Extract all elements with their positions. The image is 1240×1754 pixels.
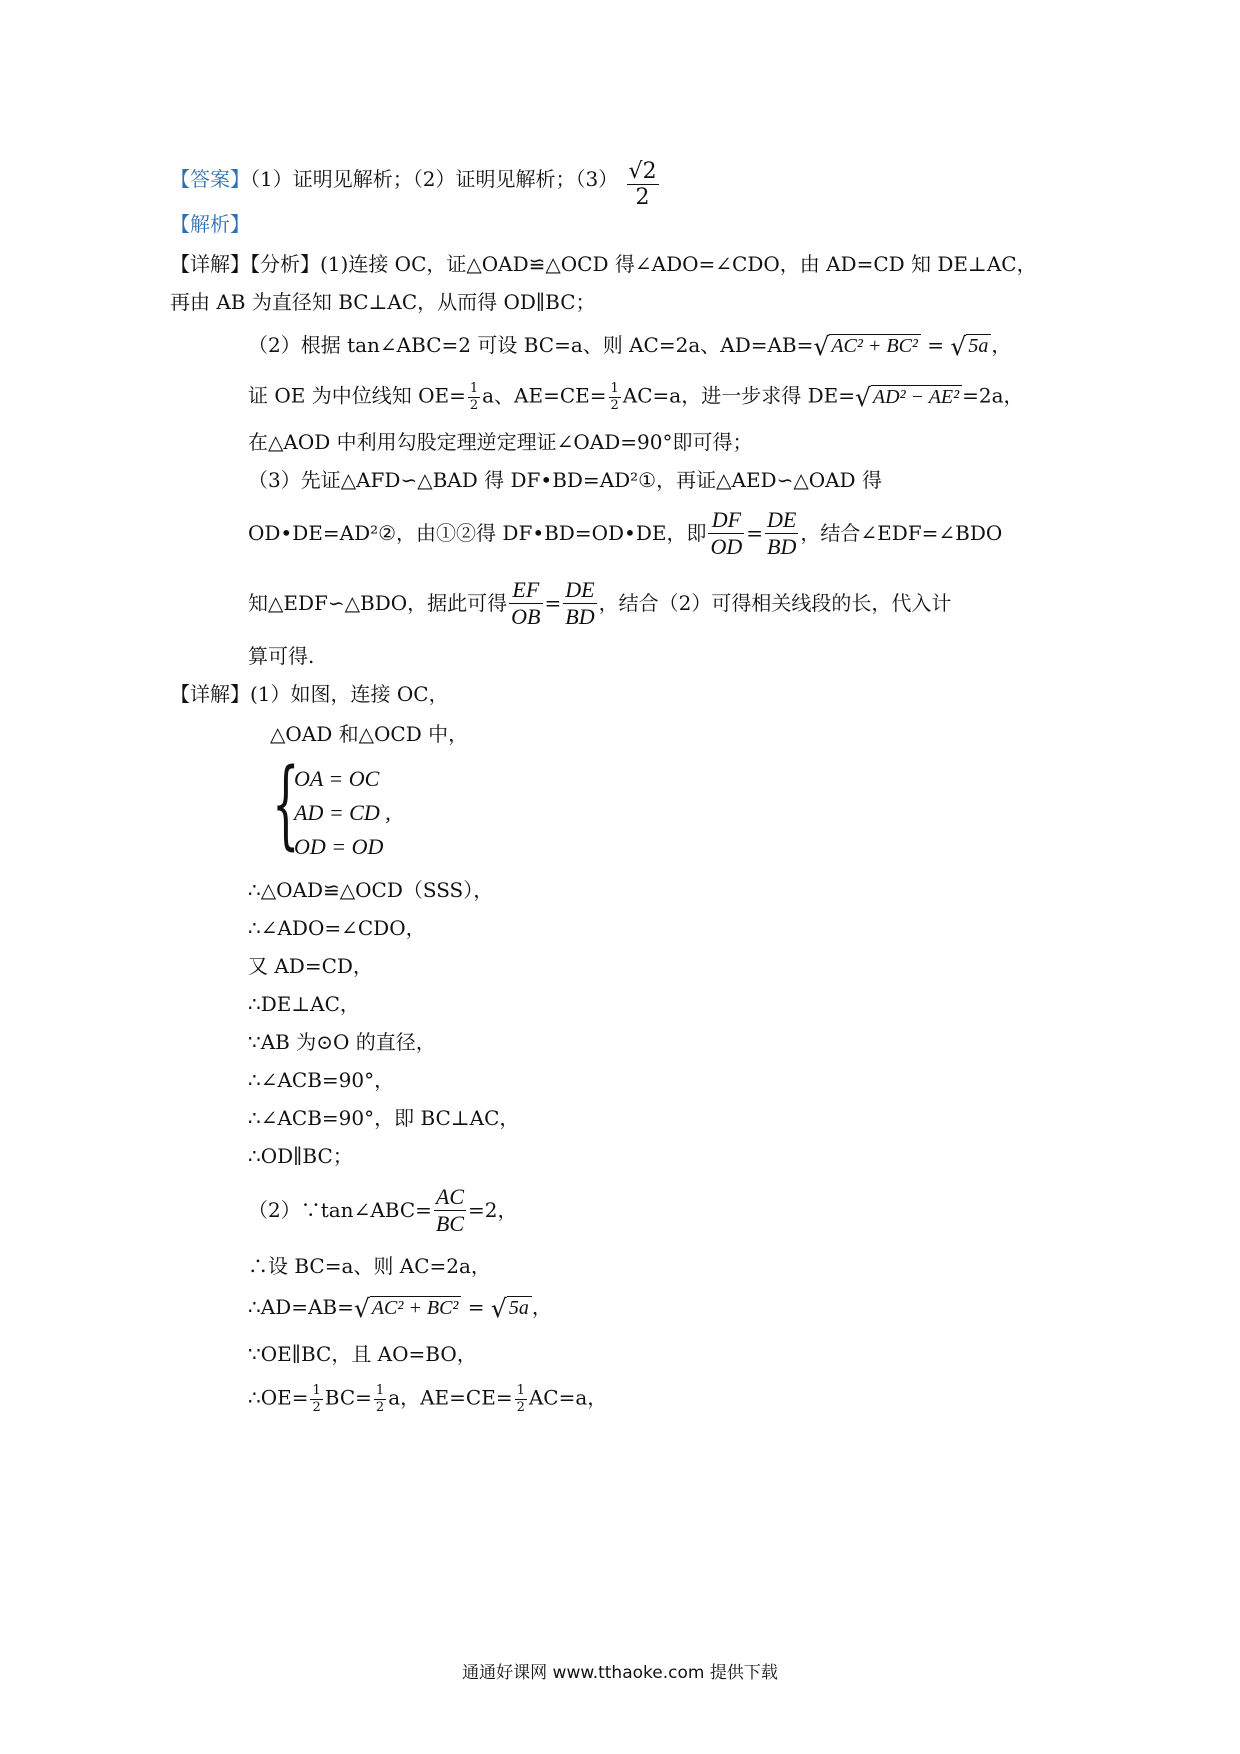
- analysis-line-5: 在△AOD 中利用勾股定理逆定理证∠OAD=90°即可得；: [248, 430, 753, 454]
- frac-ef: EF: [509, 578, 542, 603]
- fraction-ef-ob: [509, 578, 542, 627]
- analysis-line-8-text-a: 知△EDF∽△BDO，据此可得: [248, 591, 508, 615]
- sqrt-expression-3: √ AD² − AE²: [855, 385, 962, 410]
- sqrt-expression-2: √ 5a: [950, 334, 991, 359]
- detail-line-13: [248, 1296, 552, 1321]
- frac-de-2: DE: [565, 577, 595, 603]
- analysis-line-3: [248, 334, 1011, 359]
- frac-bc: BC: [435, 1210, 465, 1236]
- answer-frac-num: √2: [628, 159, 657, 184]
- detail-line-10: ∴OD∥BC；: [248, 1144, 353, 1168]
- detail-line-15: [248, 1384, 607, 1414]
- detail-line-5: 又 AD=CD，: [248, 954, 373, 978]
- system-row-3: OD = OD: [294, 834, 384, 859]
- fraction-de-bd-2: [563, 578, 596, 627]
- analysis-line-3-text: （2）根据 tan∠ABC=2 可设 BC=a、则 AC=2a、AD=AB=: [248, 333, 814, 357]
- analysis-line-6: （3）先证△AFD∽△BAD 得 DF•BD=AD²①，再证△AED∽△OAD 得: [248, 468, 882, 492]
- analysis-line-4-text-a: 证 OE 为中位线知 OE=: [248, 383, 466, 408]
- detail-line-11-text-a: （2）∵tan∠ABC=: [248, 1198, 432, 1222]
- sqrt-radicand-5: 5a: [507, 1296, 532, 1321]
- analysis-line-2: 再由 AB 为直径知 BC⊥AC，从而得 OD∥BC；: [170, 290, 596, 314]
- sqrt-radicand: AC² + BC²: [829, 334, 921, 359]
- analysis-line-4-text-b: a、AE=CE=: [482, 383, 607, 408]
- detail-line-11: [248, 1184, 518, 1236]
- analysis-line-8-text-b: ，结合（2）可得相关线段的长，代入计: [598, 591, 952, 615]
- sqrt-expression-5: √ 5a: [491, 1296, 532, 1321]
- analysis-line-8: [248, 578, 951, 628]
- detail-line-3: ∴△OAD≌△OCD（SSS），: [248, 878, 494, 902]
- analysis-line-4-text-d: =2a，: [962, 383, 1024, 408]
- analysis-label: 【解析】: [170, 212, 250, 236]
- detail-line-8: ∴∠ACB=90°，: [248, 1068, 395, 1092]
- analysis-line-7-text-b: ，结合∠EDF=∠BDO: [800, 521, 1003, 545]
- system-row-1: OA = OC: [294, 766, 380, 791]
- sqrt-radicand-4: AC² + BC²: [370, 1296, 462, 1321]
- answer-frac-den: 2: [635, 185, 650, 211]
- fraction-ac-bc: [434, 1185, 466, 1234]
- detail-line-2: △OAD 和△OCD 中，: [270, 722, 469, 746]
- half-fraction-4: [374, 1384, 386, 1414]
- sqrt-radicand-3: AD² − AE²: [871, 385, 962, 410]
- detail-line-9: ∴∠ACB=90°，即 BC⊥AC，: [248, 1106, 520, 1130]
- half-num-3: 1: [312, 1383, 321, 1398]
- answer-fraction: [627, 160, 659, 209]
- detail-line-6: ∴DE⊥AC，: [248, 992, 360, 1016]
- half-num: 1: [469, 381, 479, 396]
- equals-sign-4: =: [461, 1295, 491, 1319]
- analysis-line-1: 【详解】【分析】(1)连接 OC，证△OAD≌△OCD 得∠ADO=∠CDO，由 AD=CD 知 DE⊥AC，: [170, 252, 1037, 276]
- frac-df: DF: [708, 508, 744, 533]
- page-footer: 通通好课网 www.tthaoke.com 提供下载: [462, 1663, 778, 1683]
- detail-line-12: ∴设 BC=a、则 AC=2a，: [248, 1254, 491, 1278]
- detail-line-1: 【详解】(1）如图，连接 OC，: [170, 682, 449, 706]
- detail-line-15-text-c: a，AE=CE=: [388, 1385, 513, 1410]
- half-num-4: 1: [375, 1383, 385, 1398]
- detail-line-4: ∴∠ADO=∠CDO，: [248, 916, 426, 940]
- half-fraction-2: [609, 382, 621, 412]
- answer-line: [170, 160, 661, 209]
- frac-od: OD: [710, 533, 743, 559]
- detail-line-11-text-b: =2，: [468, 1198, 518, 1222]
- sqrt-expression-4: √ AC² + BC²: [354, 1296, 462, 1321]
- analysis-line-4: [248, 382, 1024, 412]
- fraction-de-bd: [765, 508, 798, 557]
- sqrt-radicand-2: 5a: [966, 334, 991, 359]
- frac-de: DE: [767, 507, 797, 533]
- half-den-3: 2: [312, 1399, 321, 1415]
- comma-2: ，: [531, 1295, 552, 1319]
- sqrt-expression: √ AC² + BC²: [813, 334, 921, 359]
- detail-line-15-text-d: AC=a，: [528, 1385, 608, 1410]
- detail-line-15-text-b: BC=: [324, 1385, 372, 1410]
- analysis-line-9: 算可得.: [248, 644, 315, 668]
- detail-line-7: ∵AB 为⊙O 的直径，: [248, 1030, 436, 1054]
- analysis-line-7: [248, 508, 1002, 558]
- frac-ac: AC: [435, 1184, 465, 1210]
- detail-line-15-text-a: ∴OE=: [248, 1385, 309, 1410]
- detail-line-14: ∵OE∥BC，且 AO=BO，: [248, 1342, 477, 1366]
- equals-sign-3: =: [544, 591, 562, 615]
- half-fraction-5: [515, 1384, 527, 1414]
- answer-label: 【答案】: [170, 167, 250, 192]
- half-num-2: 1: [610, 381, 619, 396]
- frac-bd-2: BD: [565, 603, 595, 629]
- analysis-line-4-text-c: AC=a，进一步求得 DE=: [622, 383, 855, 408]
- answer-text: （1）证明见解析；（2）证明见解析；（3）: [250, 167, 619, 192]
- fraction-df-od: [708, 508, 744, 557]
- half-fraction: [468, 382, 480, 412]
- frac-bd: BD: [767, 533, 797, 559]
- detail-line-13-text-a: ∴AD=AB=: [248, 1295, 354, 1319]
- equals-sign-2: =: [746, 521, 764, 545]
- equals-sign: =: [920, 333, 951, 357]
- system-row-2: AD = CD ,: [294, 800, 391, 825]
- half-den-2: 2: [610, 397, 619, 413]
- half-den-4: 2: [375, 1399, 385, 1415]
- half-den-5: 2: [516, 1399, 525, 1415]
- left-brace: {: [272, 748, 300, 860]
- comma: ，: [991, 333, 1012, 357]
- half-num-5: 1: [516, 1383, 525, 1398]
- analysis-line-7-text-a: OD•DE=AD²②，由①②得 DF•BD=OD•DE，即: [248, 521, 707, 545]
- half-fraction-3: [310, 1384, 322, 1414]
- half-den: 2: [469, 397, 479, 413]
- frac-ob: OB: [511, 603, 541, 629]
